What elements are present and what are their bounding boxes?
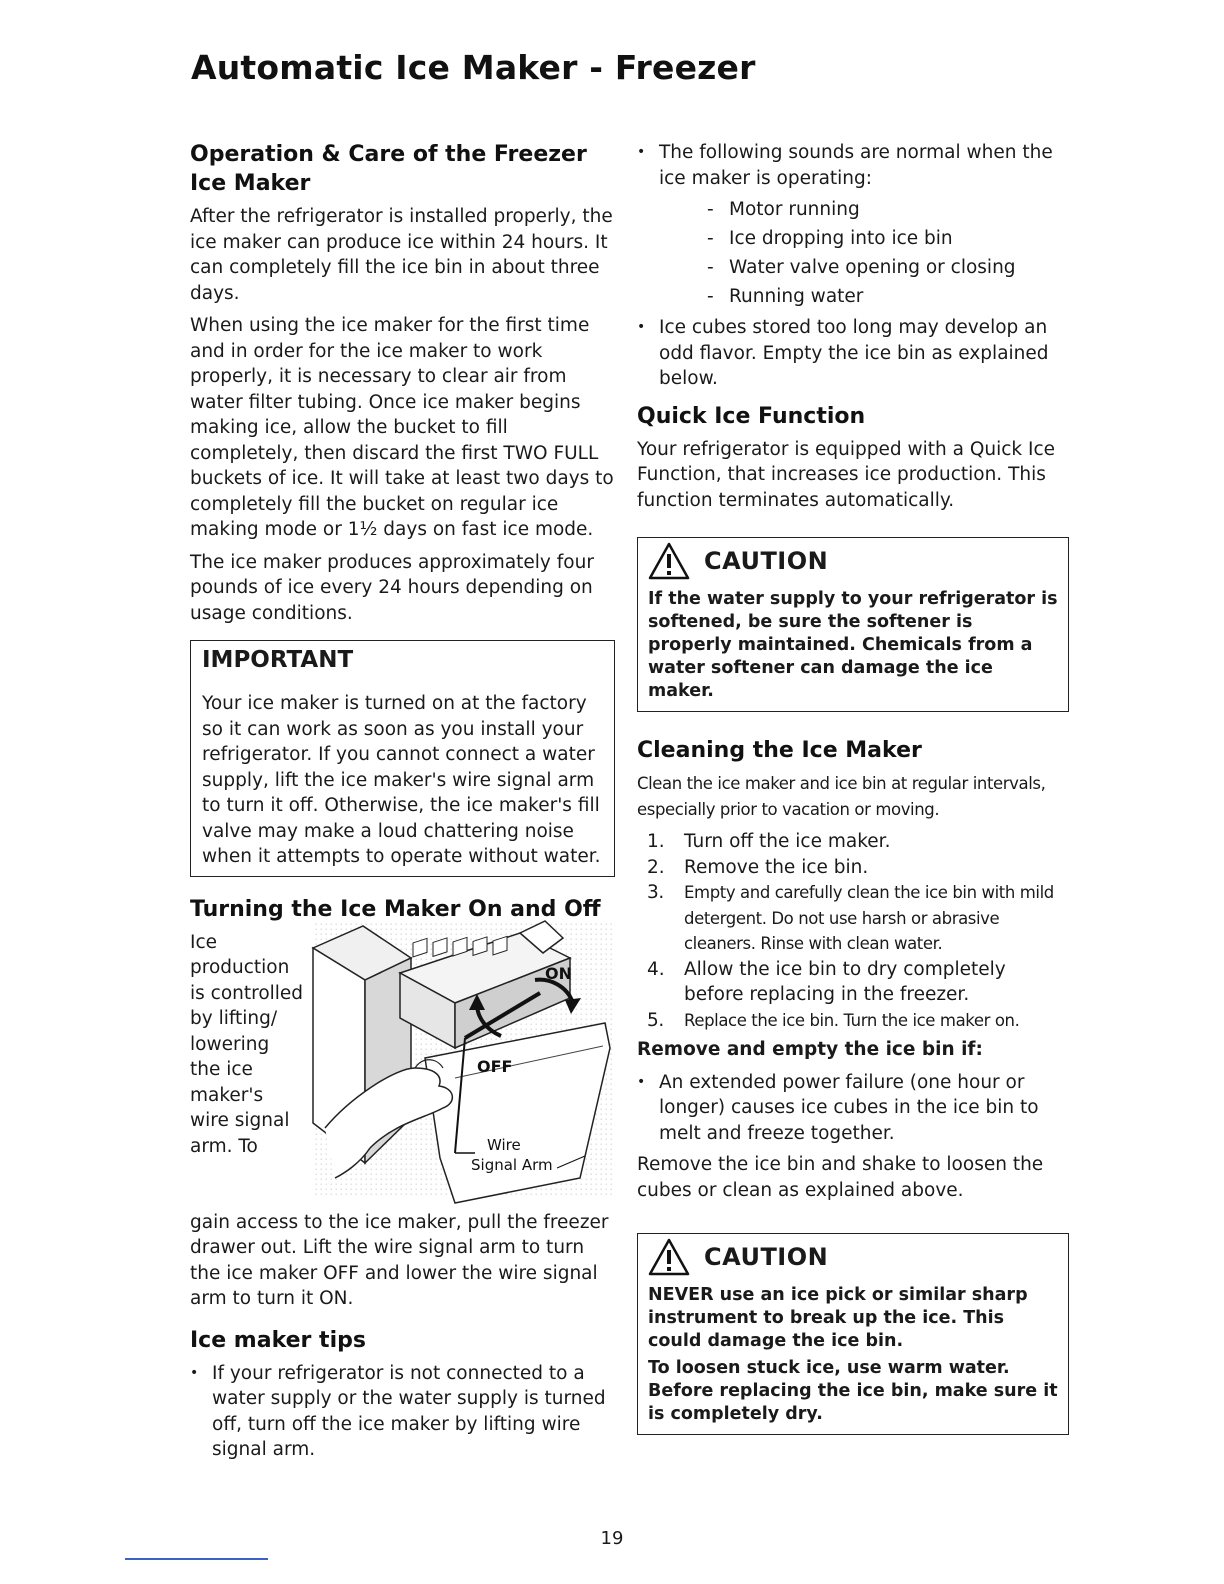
caution-text: If the water supply to your refrigerator is softened, be sure the softener is properly maintained. Chemicals from a water softener can damage the ice maker. — [648, 589, 1058, 701]
list-item — [637, 829, 1069, 855]
step-text: Turn off the ice maker. — [684, 831, 891, 852]
caution-box-2 — [637, 1233, 1069, 1435]
caution-text-2: To loosen stuck ice, use warm water. Before replacing the ice bin, make sure it is completely dry. — [648, 1358, 1058, 1424]
caution-box-1 — [637, 537, 1069, 712]
tips-heading: Ice maker tips — [190, 1327, 366, 1353]
step-number: 3. — [647, 882, 664, 903]
list-item: - Ice dropping into ice bin — [707, 224, 1069, 253]
cleaning-intro: Clean the ice maker and ice bin at regular intervals, especially prior to vacation or moving. — [637, 774, 1046, 819]
turning-section — [190, 930, 615, 1230]
ice-maker-illustration — [305, 918, 623, 1206]
warning-icon — [648, 542, 690, 580]
important-box — [190, 640, 615, 877]
list-item: - Running water — [707, 282, 1069, 311]
caution-text-1: NEVER use an ice pick or similar sharp instrument to break up the ice. This could damage the ice bin. — [648, 1285, 1028, 1351]
off-label: OFF — [477, 1056, 513, 1076]
step-text: Replace the ice bin. Turn the ice maker on. — [684, 1010, 1020, 1030]
important-text: Your ice maker is turned on at the factory so it can work as soon as you install your refrigerator. If you cannot connect a water supply, lift the ice maker's wire signal arm to turn it off. Otherwise, the ice maker's fill valve may make a loud chattering noise when it attempts to operate without water. — [202, 693, 601, 867]
caution-header — [648, 542, 1058, 580]
turning-heading: Turning the Ice Maker On and Off — [190, 896, 601, 922]
list-item — [637, 855, 1069, 881]
warning-icon — [648, 1238, 690, 1276]
list-item — [637, 957, 1069, 1008]
caution-label: CAUTION — [704, 1243, 829, 1271]
footer-link-underline — [125, 1558, 268, 1560]
right-column — [637, 140, 1069, 1459]
on-label: ON — [545, 963, 572, 983]
important-title: IMPORTANT — [202, 647, 354, 673]
operation-paragraph-1: After the refrigerator is installed properly, the ice maker can produce ice within 24 hours. It can completely fill the ice bin in about three days. — [190, 206, 613, 304]
list-item — [637, 1008, 1069, 1034]
left-column — [190, 140, 615, 1469]
tips-list — [190, 1361, 615, 1463]
remove-heading: Remove and empty the ice bin if: — [637, 1039, 983, 1060]
sounds-list — [637, 140, 1069, 392]
operation-paragraph-2: When using the ice maker for the first time and in order for the ice maker to work properly, it is necessary to clear air from water filter tubing. Once ice maker begins making ice, allow the bucket to fill completely, then discard the first TWO FULL buckets of ice. It will take at least two days to completely fill the bucket on regular ice making mode or 1½ days on fast ice mode. — [190, 315, 614, 540]
page-number: 19 — [600, 1528, 624, 1549]
step-text: Empty and carefully clean the ice bin with mild detergent. Do not use harsh or abrasive cleaners. Rinse with clean water. — [684, 883, 1054, 953]
turning-text: gain access to the ice maker, pull the freezer drawer out. Lift the wire signal arm to turn the ice maker OFF and lower the wire signal arm to turn it ON. — [190, 1211, 609, 1309]
list-item: - Motor running — [707, 195, 1069, 224]
caution-label: CAUTION — [704, 547, 829, 575]
list-item: - Water valve opening or closing — [707, 253, 1069, 282]
cleaning-steps — [637, 829, 1069, 1033]
list-item — [637, 880, 1069, 957]
list-item: • If your refrigerator is not connected to a water supply or the water supply is turned off, turn off the ice maker by lifting wire signal arm. — [190, 1361, 615, 1463]
step-text: Allow the ice bin to dry completely before replacing in the freezer. — [684, 958, 1006, 1005]
caution-header — [648, 1238, 1058, 1276]
step-text: Remove the ice bin. — [684, 856, 869, 878]
quick-ice-text: Your refrigerator is equipped with a Quick Ice Function, that increases ice production. This function terminates automatically. — [637, 438, 1056, 511]
step-number: 4. — [647, 958, 665, 980]
quick-ice-heading: Quick Ice Function — [637, 403, 866, 429]
turning-side-text: Ice production is controlled by lifting/ lowering the ice maker's wire signal arm. To — [190, 931, 304, 1157]
sounds-intro: The following sounds are normal when the ice maker is operating: — [659, 142, 1053, 189]
operation-paragraph-3: The ice maker produces approximately four pounds of ice every 24 hours depending on usage conditions. — [190, 551, 594, 624]
step-number: 5. — [647, 1009, 664, 1031]
list-item: • An extended power failure (one hour or longer) causes ice cubes in the ice bin to melt and freeze together. — [637, 1070, 1069, 1147]
signal-arm-label: Signal Arm — [471, 1155, 553, 1174]
step-number: 1. — [647, 831, 665, 852]
list-item: • Ice cubes stored too long may develop an odd flavor. Empty the ice bin as explained below. — [637, 315, 1069, 392]
remove-list — [637, 1070, 1069, 1147]
cleaning-heading: Cleaning the Ice Maker — [637, 738, 922, 763]
step-number: 2. — [647, 856, 665, 878]
list-item — [637, 140, 1069, 311]
remove-text: Remove the ice bin and shake to loosen the cubes or clean as explained above. — [637, 1154, 1044, 1201]
sounds-sublist — [707, 195, 1069, 311]
wire-label: Wire — [487, 1135, 521, 1154]
page-title: Automatic Ice Maker - Freezer — [191, 48, 756, 87]
operation-heading: Operation & Care of the Freezer Ice Maker — [190, 142, 587, 196]
